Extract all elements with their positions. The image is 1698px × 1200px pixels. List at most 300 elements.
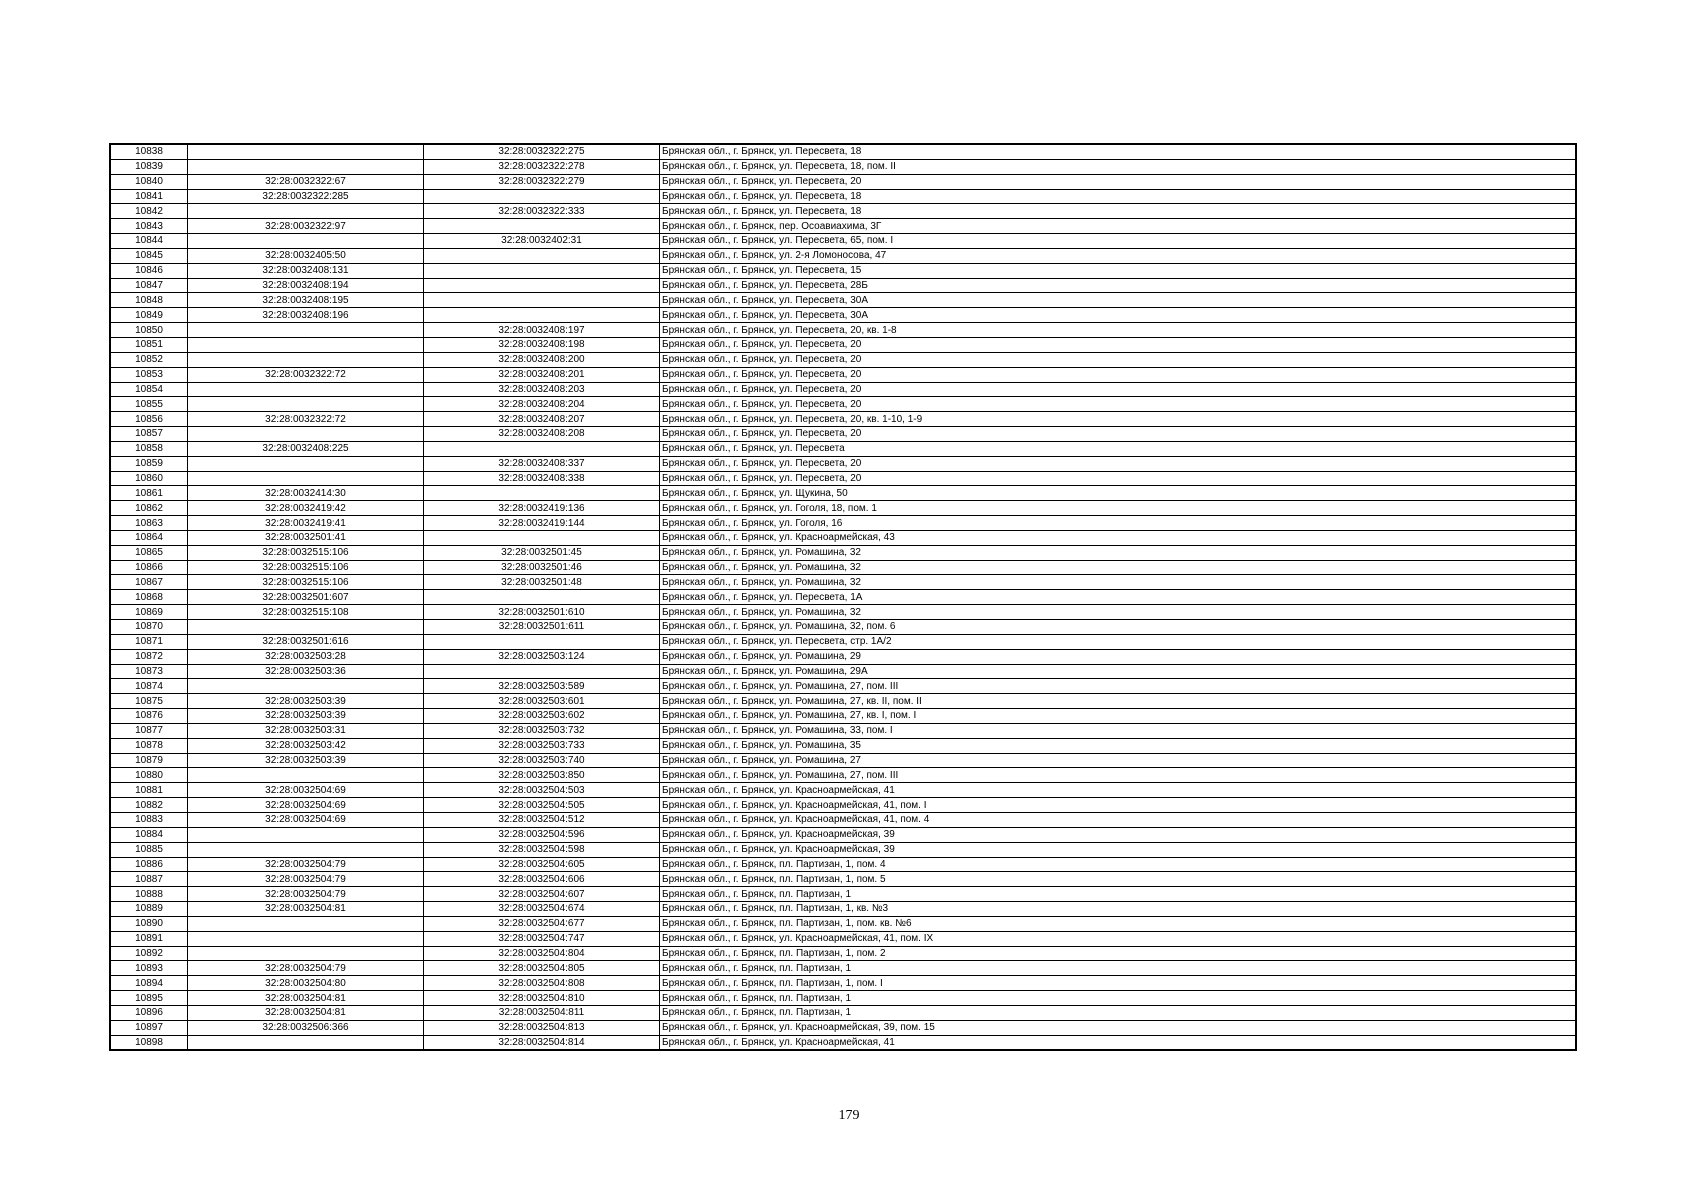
table-row	[110, 159, 1576, 174]
row-number-cell: 10846	[110, 263, 188, 278]
cadastral-number-a-cell: 32:28:0032405:50	[188, 248, 424, 263]
row-number-cell: 10897	[110, 1020, 188, 1035]
cadastral-number-b-cell: 32:28:0032322:279	[424, 174, 660, 189]
cadastral-number-a-cell: 32:28:0032408:196	[188, 308, 424, 323]
table-row	[110, 1005, 1576, 1020]
row-number-cell: 10848	[110, 293, 188, 308]
cadastral-number-a-cell: 32:28:0032503:36	[188, 664, 424, 679]
cadastral-number-a-cell: 32:28:0032501:41	[188, 530, 424, 545]
cadastral-number-b-cell: 32:28:0032504:503	[424, 783, 660, 798]
address-cell: Брянская обл., г. Брянск, ул. Пересвета, 20	[660, 397, 1577, 412]
table-row	[110, 471, 1576, 486]
cadastral-number-a-cell: 32:28:0032504:79	[188, 887, 424, 902]
row-number-cell: 10850	[110, 323, 188, 338]
cadastral-number-a-cell: 32:28:0032504:69	[188, 783, 424, 798]
registry-table-body	[110, 144, 1576, 1050]
address-cell: Брянская обл., г. Брянск, ул. Пересвета, 18, пом. II	[660, 159, 1577, 174]
row-number-cell: 10876	[110, 709, 188, 724]
address-cell: Брянская обл., г. Брянск, ул. Ромашина, 27	[660, 753, 1577, 768]
row-number-cell: 10880	[110, 768, 188, 783]
row-number-cell: 10888	[110, 887, 188, 902]
cadastral-number-a-cell: 32:28:0032419:42	[188, 501, 424, 516]
cadastral-number-b-cell	[424, 219, 660, 234]
cadastral-number-b-cell: 32:28:0032503:733	[424, 738, 660, 753]
address-cell: Брянская обл., г. Брянск, ул. Ромашина, 32	[660, 545, 1577, 560]
cadastral-number-a-cell: 32:28:0032504:81	[188, 991, 424, 1006]
cadastral-number-a-cell: 32:28:0032504:81	[188, 902, 424, 917]
cadastral-number-b-cell: 32:28:0032504:674	[424, 902, 660, 917]
cadastral-number-a-cell: 32:28:0032408:195	[188, 293, 424, 308]
table-row	[110, 263, 1576, 278]
cadastral-number-b-cell: 32:28:0032504:605	[424, 857, 660, 872]
cadastral-number-b-cell: 32:28:0032503:732	[424, 723, 660, 738]
table-row	[110, 872, 1576, 887]
cadastral-number-a-cell	[188, 397, 424, 412]
table-row	[110, 456, 1576, 471]
address-cell: Брянская обл., г. Брянск, ул. Красноармейская, 41	[660, 783, 1577, 798]
table-row	[110, 931, 1576, 946]
cadastral-number-b-cell: 32:28:0032419:136	[424, 501, 660, 516]
row-number-cell: 10839	[110, 159, 188, 174]
row-number-cell: 10869	[110, 605, 188, 620]
cadastral-number-b-cell: 32:28:0032504:598	[424, 842, 660, 857]
address-cell: Брянская обл., г. Брянск, ул. Пересвета, 18	[660, 144, 1577, 159]
address-cell: Брянская обл., г. Брянск, ул. Ромашина, 27, пом. III	[660, 679, 1577, 694]
cadastral-number-a-cell	[188, 427, 424, 442]
row-number-cell: 10841	[110, 189, 188, 204]
table-row	[110, 916, 1576, 931]
table-row	[110, 768, 1576, 783]
cadastral-number-a-cell: 32:28:0032515:106	[188, 560, 424, 575]
cadastral-number-b-cell: 32:28:0032501:46	[424, 560, 660, 575]
cadastral-number-a-cell	[188, 471, 424, 486]
table-row	[110, 783, 1576, 798]
row-number-cell: 10892	[110, 946, 188, 961]
cadastral-number-b-cell: 32:28:0032408:338	[424, 471, 660, 486]
address-cell: Брянская обл., г. Брянск, ул. Пересвета, 30А	[660, 308, 1577, 323]
address-cell: Брянская обл., г. Брянск, ул. 2-я Ломоносова, 47	[660, 248, 1577, 263]
row-number-cell: 10866	[110, 560, 188, 575]
cadastral-number-a-cell: 32:28:0032504:79	[188, 961, 424, 976]
cadastral-number-b-cell: 32:28:0032504:805	[424, 961, 660, 976]
address-cell: Брянская обл., г. Брянск, ул. Пересвета	[660, 441, 1577, 456]
row-number-cell: 10860	[110, 471, 188, 486]
cadastral-number-b-cell: 32:28:0032504:677	[424, 916, 660, 931]
cadastral-number-b-cell: 32:28:0032408:200	[424, 352, 660, 367]
cadastral-number-a-cell: 32:28:0032506:366	[188, 1020, 424, 1035]
registry-table	[109, 143, 1577, 1051]
row-number-cell: 10889	[110, 902, 188, 917]
cadastral-number-b-cell: 32:28:0032504:814	[424, 1035, 660, 1050]
row-number-cell: 10847	[110, 278, 188, 293]
row-number-cell: 10872	[110, 649, 188, 664]
table-row	[110, 961, 1576, 976]
row-number-cell: 10885	[110, 842, 188, 857]
table-row	[110, 902, 1576, 917]
row-number-cell: 10879	[110, 753, 188, 768]
cadastral-number-b-cell	[424, 263, 660, 278]
table-row	[110, 308, 1576, 323]
row-number-cell: 10854	[110, 382, 188, 397]
cadastral-number-b-cell	[424, 530, 660, 545]
address-cell: Брянская обл., г. Брянск, пл. Партизан, 1, пом. 5	[660, 872, 1577, 887]
cadastral-number-b-cell: 32:28:0032501:610	[424, 605, 660, 620]
cadastral-number-a-cell	[188, 916, 424, 931]
address-cell: Брянская обл., г. Брянск, ул. Пересвета, 18	[660, 204, 1577, 219]
cadastral-number-a-cell: 32:28:0032503:42	[188, 738, 424, 753]
row-number-cell: 10896	[110, 1005, 188, 1020]
address-cell: Брянская обл., г. Брянск, ул. Пересвета, 20	[660, 352, 1577, 367]
table-row	[110, 234, 1576, 249]
row-number-cell: 10894	[110, 976, 188, 991]
cadastral-number-b-cell: 32:28:0032504:747	[424, 931, 660, 946]
table-row	[110, 441, 1576, 456]
table-row	[110, 337, 1576, 352]
address-cell: Брянская обл., г. Брянск, ул. Красноармейская, 39	[660, 827, 1577, 842]
row-number-cell: 10857	[110, 427, 188, 442]
cadastral-number-b-cell: 32:28:0032504:607	[424, 887, 660, 902]
table-row	[110, 293, 1576, 308]
address-cell: Брянская обл., г. Брянск, ул. Ромашина, 27, кв. II, пом. II	[660, 694, 1577, 709]
cadastral-number-a-cell: 32:28:0032408:225	[188, 441, 424, 456]
cadastral-number-b-cell	[424, 634, 660, 649]
cadastral-number-b-cell: 32:28:0032503:124	[424, 649, 660, 664]
cadastral-number-b-cell	[424, 441, 660, 456]
cadastral-number-b-cell: 32:28:0032504:811	[424, 1005, 660, 1020]
address-cell: Брянская обл., г. Брянск, пл. Партизан, 1, пом. кв. №6	[660, 916, 1577, 931]
address-cell: Брянская обл., г. Брянск, ул. Красноармейская, 43	[660, 530, 1577, 545]
row-number-cell: 10884	[110, 827, 188, 842]
cadastral-number-b-cell: 32:28:0032419:144	[424, 516, 660, 531]
table-row	[110, 144, 1576, 159]
cadastral-number-b-cell: 32:28:0032504:606	[424, 872, 660, 887]
cadastral-number-a-cell	[188, 382, 424, 397]
address-cell: Брянская обл., г. Брянск, ул. Ромашина, 29	[660, 649, 1577, 664]
cadastral-number-a-cell	[188, 204, 424, 219]
address-cell: Брянская обл., г. Брянск, пл. Партизан, 1	[660, 991, 1577, 1006]
table-row	[110, 427, 1576, 442]
address-cell: Брянская обл., г. Брянск, ул. Пересвета, 20	[660, 174, 1577, 189]
address-cell: Брянская обл., г. Брянск, пл. Партизан, 1, кв. №3	[660, 902, 1577, 917]
cadastral-number-b-cell	[424, 308, 660, 323]
row-number-cell: 10871	[110, 634, 188, 649]
cadastral-number-b-cell: 32:28:0032504:505	[424, 798, 660, 813]
table-row	[110, 887, 1576, 902]
row-number-cell: 10842	[110, 204, 188, 219]
table-row	[110, 842, 1576, 857]
cadastral-number-b-cell	[424, 189, 660, 204]
table-row	[110, 605, 1576, 620]
row-number-cell: 10873	[110, 664, 188, 679]
address-cell: Брянская обл., г. Брянск, ул. Красноармейская, 41, пом. 4	[660, 812, 1577, 827]
address-cell: Брянская обл., г. Брянск, ул. Красноармейская, 39	[660, 842, 1577, 857]
address-cell: Брянская обл., г. Брянск, ул. Щукина, 50	[660, 486, 1577, 501]
address-cell: Брянская обл., г. Брянск, ул. Ромашина, 35	[660, 738, 1577, 753]
table-row	[110, 1020, 1576, 1035]
address-cell: Брянская обл., г. Брянск, ул. Ромашина, 32	[660, 560, 1577, 575]
table-row	[110, 798, 1576, 813]
cadastral-number-b-cell: 32:28:0032408:204	[424, 397, 660, 412]
address-cell: Брянская обл., г. Брянск, ул. Пересвета, 20, кв. 1-10, 1-9	[660, 412, 1577, 427]
cadastral-number-b-cell: 32:28:0032503:850	[424, 768, 660, 783]
cadastral-number-a-cell	[188, 946, 424, 961]
cadastral-number-a-cell: 32:28:0032504:80	[188, 976, 424, 991]
row-number-cell: 10887	[110, 872, 188, 887]
address-cell: Брянская обл., г. Брянск, ул. Ромашина, 32, пом. 6	[660, 620, 1577, 635]
address-cell: Брянская обл., г. Брянск, ул. Пересвета, 65, пом. I	[660, 234, 1577, 249]
row-number-cell: 10865	[110, 545, 188, 560]
row-number-cell: 10874	[110, 679, 188, 694]
cadastral-number-a-cell: 32:28:0032503:39	[188, 753, 424, 768]
address-cell: Брянская обл., г. Брянск, пер. Осоавиахима, 3Г	[660, 219, 1577, 234]
row-number-cell: 10898	[110, 1035, 188, 1050]
table-row	[110, 516, 1576, 531]
address-cell: Брянская обл., г. Брянск, ул. Гоголя, 16	[660, 516, 1577, 531]
cadastral-number-a-cell: 32:28:0032501:607	[188, 590, 424, 605]
address-cell: Брянская обл., г. Брянск, пл. Партизан, 1, пом. 4	[660, 857, 1577, 872]
cadastral-number-b-cell: 32:28:0032322:275	[424, 144, 660, 159]
table-row	[110, 694, 1576, 709]
cadastral-number-b-cell	[424, 486, 660, 501]
row-number-cell: 10845	[110, 248, 188, 263]
cadastral-number-b-cell: 32:28:0032503:589	[424, 679, 660, 694]
row-number-cell: 10864	[110, 530, 188, 545]
cadastral-number-b-cell: 32:28:0032504:512	[424, 812, 660, 827]
table-row	[110, 634, 1576, 649]
cadastral-number-b-cell: 32:28:0032408:197	[424, 323, 660, 338]
row-number-cell: 10858	[110, 441, 188, 456]
row-number-cell: 10851	[110, 337, 188, 352]
table-row	[110, 738, 1576, 753]
cadastral-number-a-cell	[188, 144, 424, 159]
row-number-cell: 10890	[110, 916, 188, 931]
row-number-cell: 10849	[110, 308, 188, 323]
row-number-cell: 10867	[110, 575, 188, 590]
cadastral-number-a-cell	[188, 931, 424, 946]
cadastral-number-a-cell: 32:28:0032504:69	[188, 812, 424, 827]
table-row	[110, 323, 1576, 338]
cadastral-number-b-cell: 32:28:0032322:278	[424, 159, 660, 174]
cadastral-number-a-cell: 32:28:0032504:79	[188, 872, 424, 887]
table-row	[110, 827, 1576, 842]
address-cell: Брянская обл., г. Брянск, пл. Партизан, 1	[660, 1005, 1577, 1020]
cadastral-number-a-cell	[188, 352, 424, 367]
cadastral-number-a-cell	[188, 234, 424, 249]
cadastral-number-a-cell: 32:28:0032408:131	[188, 263, 424, 278]
table-row	[110, 991, 1576, 1006]
address-cell: Брянская обл., г. Брянск, ул. Ромашина, 27, пом. III	[660, 768, 1577, 783]
table-row	[110, 620, 1576, 635]
row-number-cell: 10870	[110, 620, 188, 635]
cadastral-number-a-cell: 32:28:0032419:41	[188, 516, 424, 531]
cadastral-number-a-cell: 32:28:0032322:285	[188, 189, 424, 204]
row-number-cell: 10840	[110, 174, 188, 189]
table-row	[110, 709, 1576, 724]
table-row	[110, 723, 1576, 738]
row-number-cell: 10877	[110, 723, 188, 738]
cadastral-number-a-cell: 32:28:0032414:30	[188, 486, 424, 501]
address-cell: Брянская обл., г. Брянск, ул. Пересвета, 28Б	[660, 278, 1577, 293]
cadastral-number-a-cell: 32:28:0032322:72	[188, 367, 424, 382]
address-cell: Брянская обл., г. Брянск, ул. Красноармейская, 39, пом. 15	[660, 1020, 1577, 1035]
address-cell: Брянская обл., г. Брянск, ул. Пересвета, 20	[660, 382, 1577, 397]
cadastral-number-a-cell: 32:28:0032515:106	[188, 575, 424, 590]
cadastral-number-b-cell: 32:28:0032501:48	[424, 575, 660, 590]
table-row	[110, 530, 1576, 545]
cadastral-number-a-cell: 32:28:0032503:39	[188, 709, 424, 724]
address-cell: Брянская обл., г. Брянск, пл. Партизан, 1, пом. 2	[660, 946, 1577, 961]
cadastral-number-a-cell	[188, 456, 424, 471]
cadastral-number-b-cell: 32:28:0032501:45	[424, 545, 660, 560]
cadastral-number-a-cell	[188, 827, 424, 842]
address-cell: Брянская обл., г. Брянск, ул. Пересвета, 20	[660, 337, 1577, 352]
cadastral-number-a-cell: 32:28:0032504:69	[188, 798, 424, 813]
cadastral-number-b-cell	[424, 248, 660, 263]
table-row	[110, 412, 1576, 427]
address-cell: Брянская обл., г. Брянск, ул. Гоголя, 18, пом. 1	[660, 501, 1577, 516]
cadastral-number-a-cell	[188, 323, 424, 338]
cadastral-number-b-cell: 32:28:0032503:602	[424, 709, 660, 724]
row-number-cell: 10881	[110, 783, 188, 798]
table-row	[110, 1035, 1576, 1050]
row-number-cell: 10859	[110, 456, 188, 471]
address-cell: Брянская обл., г. Брянск, ул. Ромашина, 32	[660, 575, 1577, 590]
row-number-cell: 10882	[110, 798, 188, 813]
table-row	[110, 278, 1576, 293]
cadastral-number-a-cell	[188, 842, 424, 857]
row-number-cell: 10838	[110, 144, 188, 159]
table-row	[110, 219, 1576, 234]
table-row	[110, 664, 1576, 679]
row-number-cell: 10893	[110, 961, 188, 976]
table-row	[110, 946, 1576, 961]
table-row	[110, 204, 1576, 219]
cadastral-number-a-cell: 32:28:0032322:72	[188, 412, 424, 427]
table-row	[110, 367, 1576, 382]
cadastral-number-a-cell	[188, 679, 424, 694]
address-cell: Брянская обл., г. Брянск, ул. Пересвета, 20	[660, 456, 1577, 471]
cadastral-number-a-cell: 32:28:0032408:194	[188, 278, 424, 293]
row-number-cell: 10895	[110, 991, 188, 1006]
address-cell: Брянская обл., г. Брянск, ул. Пересвета, 15	[660, 263, 1577, 278]
address-cell: Брянская обл., г. Брянск, ул. Пересвета, 20, кв. 1-8	[660, 323, 1577, 338]
cadastral-number-b-cell: 32:28:0032503:601	[424, 694, 660, 709]
table-row	[110, 174, 1576, 189]
cadastral-number-b-cell	[424, 590, 660, 605]
address-cell: Брянская обл., г. Брянск, ул. Пересвета, стр. 1А/2	[660, 634, 1577, 649]
cadastral-number-b-cell	[424, 293, 660, 308]
cadastral-number-b-cell: 32:28:0032504:804	[424, 946, 660, 961]
row-number-cell: 10891	[110, 931, 188, 946]
cadastral-number-a-cell	[188, 1035, 424, 1050]
cadastral-number-b-cell	[424, 664, 660, 679]
cadastral-number-b-cell: 32:28:0032322:333	[424, 204, 660, 219]
row-number-cell: 10886	[110, 857, 188, 872]
row-number-cell: 10862	[110, 501, 188, 516]
row-number-cell: 10856	[110, 412, 188, 427]
cadastral-number-a-cell: 32:28:0032504:79	[188, 857, 424, 872]
address-cell: Брянская обл., г. Брянск, ул. Красноармейская, 41, пом. IX	[660, 931, 1577, 946]
row-number-cell: 10844	[110, 234, 188, 249]
cadastral-number-b-cell: 32:28:0032501:611	[424, 620, 660, 635]
table-row	[110, 560, 1576, 575]
cadastral-number-a-cell	[188, 620, 424, 635]
address-cell: Брянская обл., г. Брянск, ул. Красноармейская, 41, пом. I	[660, 798, 1577, 813]
table-row	[110, 248, 1576, 263]
cadastral-number-a-cell: 32:28:0032322:67	[188, 174, 424, 189]
cadastral-number-b-cell: 32:28:0032408:201	[424, 367, 660, 382]
address-cell: Брянская обл., г. Брянск, ул. Пересвета, 18	[660, 189, 1577, 204]
cadastral-number-b-cell: 32:28:0032402:31	[424, 234, 660, 249]
address-cell: Брянская обл., г. Брянск, ул. Красноармейская, 41	[660, 1035, 1577, 1050]
cadastral-number-a-cell: 32:28:0032503:39	[188, 694, 424, 709]
cadastral-number-a-cell: 32:28:0032504:81	[188, 1005, 424, 1020]
row-number-cell: 10868	[110, 590, 188, 605]
table-row	[110, 501, 1576, 516]
table-row	[110, 486, 1576, 501]
cadastral-number-a-cell	[188, 159, 424, 174]
cadastral-number-b-cell: 32:28:0032504:813	[424, 1020, 660, 1035]
table-row	[110, 590, 1576, 605]
row-number-cell: 10878	[110, 738, 188, 753]
address-cell: Брянская обл., г. Брянск, ул. Ромашина, 29А	[660, 664, 1577, 679]
cadastral-number-a-cell: 32:28:0032515:108	[188, 605, 424, 620]
cadastral-number-b-cell	[424, 278, 660, 293]
table-row	[110, 382, 1576, 397]
page-number: 179	[838, 1108, 860, 1123]
row-number-cell: 10843	[110, 219, 188, 234]
row-number-cell: 10852	[110, 352, 188, 367]
address-cell: Брянская обл., г. Брянск, ул. Пересвета, 20	[660, 471, 1577, 486]
cadastral-number-a-cell: 32:28:0032515:106	[188, 545, 424, 560]
row-number-cell: 10875	[110, 694, 188, 709]
address-cell: Брянская обл., г. Брянск, ул. Пересвета, 1А	[660, 590, 1577, 605]
address-cell: Брянская обл., г. Брянск, ул. Ромашина, 32	[660, 605, 1577, 620]
cadastral-number-a-cell	[188, 768, 424, 783]
cadastral-number-b-cell: 32:28:0032504:810	[424, 991, 660, 1006]
table-row	[110, 812, 1576, 827]
cadastral-number-b-cell: 32:28:0032408:203	[424, 382, 660, 397]
table-row	[110, 753, 1576, 768]
table-row	[110, 352, 1576, 367]
address-cell: Брянская обл., г. Брянск, ул. Пересвета, 20	[660, 427, 1577, 442]
row-number-cell: 10853	[110, 367, 188, 382]
address-cell: Брянская обл., г. Брянск, ул. Ромашина, 33, пом. I	[660, 723, 1577, 738]
cadastral-number-a-cell	[188, 337, 424, 352]
address-cell: Брянская обл., г. Брянск, ул. Ромашина, 27, кв. I, пом. I	[660, 709, 1577, 724]
cadastral-number-b-cell: 32:28:0032408:208	[424, 427, 660, 442]
row-number-cell: 10855	[110, 397, 188, 412]
cadastral-number-a-cell: 32:28:0032503:31	[188, 723, 424, 738]
cadastral-number-b-cell: 32:28:0032408:198	[424, 337, 660, 352]
cadastral-number-b-cell: 32:28:0032503:740	[424, 753, 660, 768]
cadastral-number-a-cell: 32:28:0032322:97	[188, 219, 424, 234]
table-row	[110, 857, 1576, 872]
address-cell: Брянская обл., г. Брянск, пл. Партизан, 1	[660, 887, 1577, 902]
cadastral-number-b-cell: 32:28:0032408:207	[424, 412, 660, 427]
table-row	[110, 397, 1576, 412]
row-number-cell: 10861	[110, 486, 188, 501]
address-cell: Брянская обл., г. Брянск, пл. Партизан, 1	[660, 961, 1577, 976]
cadastral-number-b-cell: 32:28:0032504:808	[424, 976, 660, 991]
cadastral-number-b-cell: 32:28:0032408:337	[424, 456, 660, 471]
cadastral-number-b-cell: 32:28:0032504:596	[424, 827, 660, 842]
address-cell: Брянская обл., г. Брянск, пл. Партизан, 1, пом. I	[660, 976, 1577, 991]
table-row	[110, 976, 1576, 991]
table-row	[110, 679, 1576, 694]
table-row	[110, 545, 1576, 560]
table-row	[110, 649, 1576, 664]
